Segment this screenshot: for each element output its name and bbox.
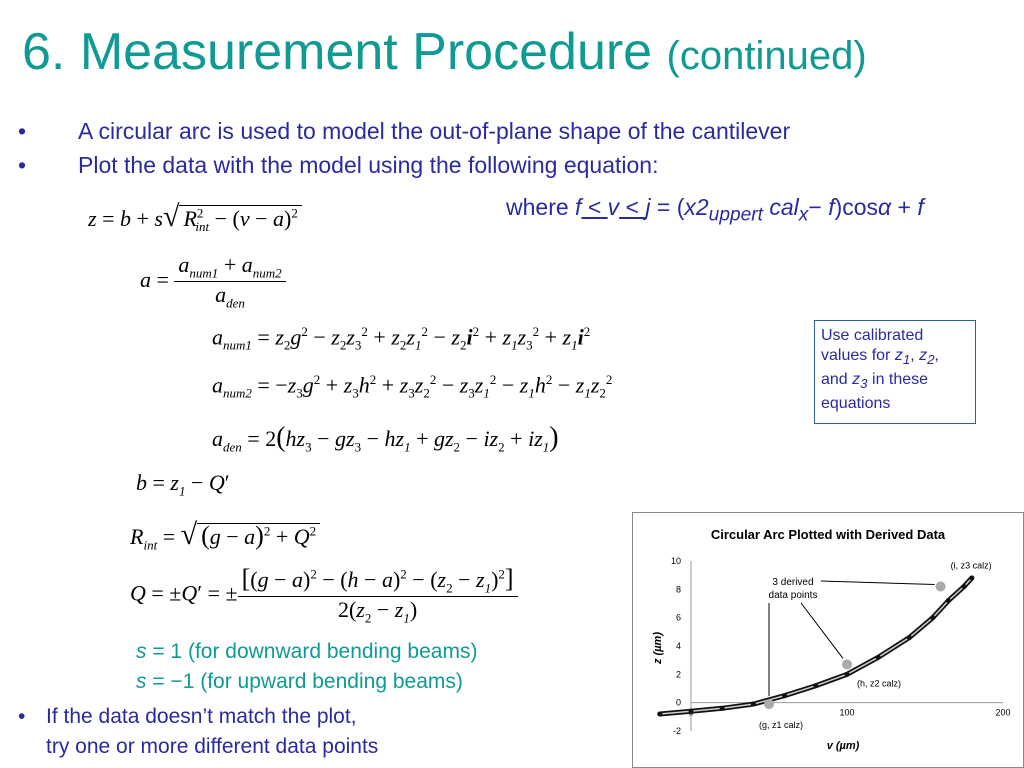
where-plus: +: [891, 194, 918, 220]
chart-svg: [633, 513, 1023, 767]
derived-point: [936, 582, 946, 592]
final-line-1: If the data doesn’t match the plot,: [46, 705, 357, 728]
bullet-mark: •: [18, 118, 27, 144]
bullet-mark: •: [18, 705, 26, 728]
chart-title: Circular Arc Plotted with Derived Data: [710, 527, 946, 542]
data-point: [876, 655, 881, 660]
y-tick-label: 8: [675, 584, 681, 595]
data-point: [969, 576, 974, 581]
data-point: [782, 693, 787, 698]
where-eq: = (: [650, 194, 685, 220]
s-downward: [136, 640, 477, 664]
y-tick-label: 10: [670, 556, 681, 566]
s-upward: [136, 670, 463, 694]
note-sub1: 1: [902, 352, 911, 368]
where-j: j: [645, 194, 651, 220]
y-axis-label: z (µm): [652, 631, 664, 665]
equation-anum1: $a_{num1} = z_2g^2 - z_2z_3^2 + z_2z_1^2 - z_2i^2 + z_1z_3^2 + z_1i^2$: [212, 324, 591, 353]
equation-z: z = b + s√ $R^2_{int} - (v - a)^2$: [88, 200, 302, 235]
bullet-1-text: A circular arc is used to model the out-of-plane shape of the cantilever: [78, 118, 791, 144]
data-point: [946, 598, 951, 603]
title-sub: (continued): [666, 34, 867, 78]
y-tick-label: 4: [675, 641, 681, 651]
where-x: x: [798, 204, 809, 226]
where-uppert: uppert: [708, 204, 763, 226]
where-v: v: [607, 194, 620, 220]
where-le1: <: [581, 194, 608, 220]
bullet-2: [18, 152, 659, 179]
y-tick-label: 6: [675, 612, 681, 623]
derived-point-label: (i, z3 calz): [950, 560, 992, 571]
s-var: s: [136, 640, 147, 663]
where-cos: )cos: [834, 194, 879, 220]
note-sub2: 2: [927, 352, 935, 368]
where-f2: f: [828, 194, 835, 220]
equation-a: a = $\frac{a_{num1} + a_{num2}}{a_{den}}$: [140, 252, 286, 312]
derived-point: [842, 659, 852, 669]
data-point: [720, 706, 725, 711]
x-tick-label: 100: [839, 707, 855, 718]
final-bullet: [18, 702, 378, 762]
derived-point-label: (g, z1 calz): [759, 720, 804, 731]
equation-anum2: $a_{num2} = -z_3g^2 + z_3h^2 + z_3z_2^2 - z_3z_1^2 - z_1h^2 - z_1z_2^2$: [212, 372, 613, 401]
bullet-1: [18, 118, 790, 145]
note-z2: z: [919, 347, 928, 364]
note-z1: z: [894, 347, 903, 364]
annotation-arrow-3: [821, 581, 935, 585]
where-f3: f: [917, 194, 924, 220]
arc-chart: [632, 512, 1024, 768]
where-f1: f: [575, 194, 582, 220]
annotation-arrow-2: [801, 603, 843, 658]
data-point: [689, 709, 694, 714]
note-comma2: ,: [934, 347, 939, 364]
y-tick-label: 2: [675, 669, 681, 680]
where-cal: cal: [763, 194, 799, 220]
note-text: Use calibrated values for: [821, 327, 924, 364]
y-tick-label: -2: [672, 726, 681, 736]
note-sub3: 3: [860, 376, 868, 392]
note-z3: z: [852, 371, 861, 389]
data-point: [907, 635, 912, 640]
data-point: [751, 702, 756, 707]
x-tick-label: 200: [995, 707, 1011, 718]
annotation-line-1: 3 derived: [772, 577, 814, 588]
derived-point: [764, 699, 774, 709]
title-main: 6. Measurement Procedure: [22, 23, 653, 81]
data-point: [962, 584, 967, 589]
where-le2: <: [619, 194, 646, 220]
equation-aden: $a_{den} = 2(hz_3 - gz_3 - hz_1 + gz_2 - iz_2 + iz_1)$: [212, 422, 559, 455]
slide-title: [22, 22, 867, 82]
calibration-note: [814, 320, 976, 424]
note-and: and: [821, 371, 853, 389]
s-downward-text: = 1 (for downward bending beams): [146, 640, 478, 663]
derived-point-label: (h, z2 calz): [857, 678, 902, 689]
where-alpha: α: [878, 194, 892, 220]
equation-rint: $R_{int}$ = √ $(g - a)^2 + Q^2$: [130, 518, 320, 553]
annotation-line-2: data points: [768, 590, 818, 601]
s-var: s: [136, 670, 147, 693]
where-minus: −: [808, 194, 829, 220]
final-line-2: try one or more different data points: [46, 735, 379, 758]
note-comma: ,: [910, 347, 920, 364]
where-prefix: where: [506, 194, 576, 220]
equation-b: $b = z_1 - Q'$: [136, 470, 230, 499]
note-tail: in these equations: [821, 371, 929, 413]
where-condition: [506, 194, 924, 227]
bullet-2-text: Plot the data with the model using the following equation:: [78, 152, 659, 178]
data-point: [845, 672, 850, 677]
data-point: [930, 615, 935, 620]
s-upward-text: = −1 (for upward bending beams): [146, 670, 463, 693]
data-point: [813, 683, 818, 688]
y-tick-label: 0: [675, 697, 681, 708]
x-axis-label: v (µm): [826, 740, 860, 752]
bullet-mark: •: [18, 152, 27, 178]
where-x2: x2: [684, 194, 709, 220]
equation-q: Q = ±Q′ = ± $\frac{[(g - a)^2 - (h - a)^2 - (z_2 - z_1)^2]}{2(z_2 - z_1)}$: [130, 564, 518, 627]
data-point: [657, 712, 662, 717]
